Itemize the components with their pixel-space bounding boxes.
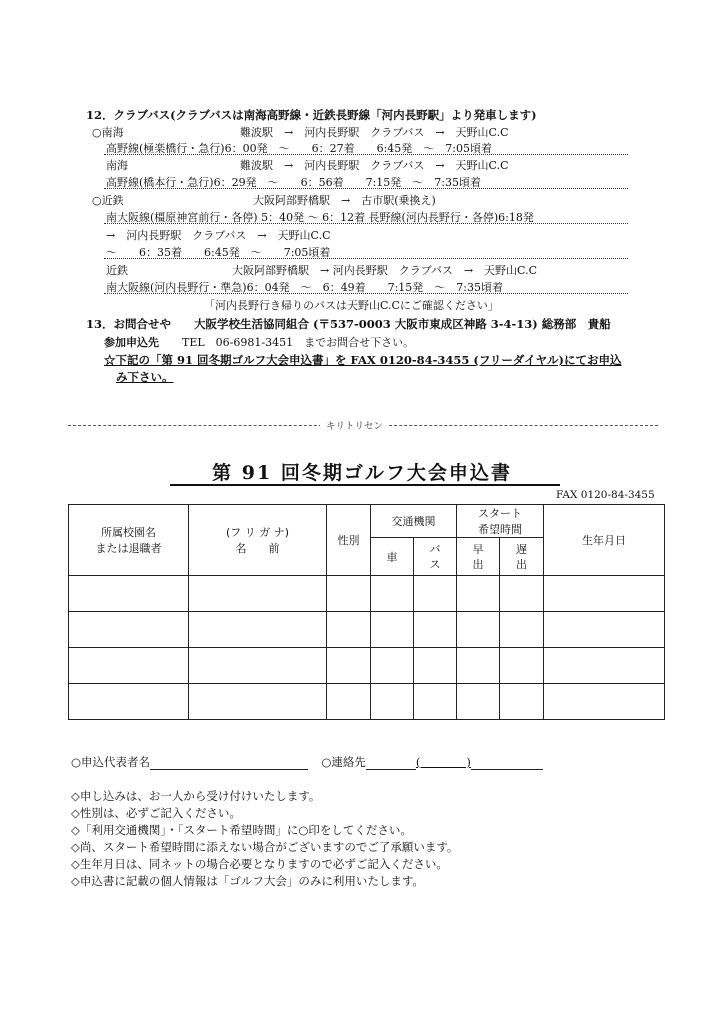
cell-name[interactable] — [189, 576, 327, 612]
form-title-underline — [170, 484, 560, 486]
times-2: 高野線(橋本行・急行)6：29発 ～ 6：56着 7:15発 ～ 7:35頃着 — [106, 176, 481, 189]
header-bus: バ ス — [414, 538, 457, 576]
table-row — [69, 576, 665, 612]
cell-gender[interactable] — [327, 576, 371, 612]
notes-list — [71, 788, 458, 890]
contact-label: 参加申込先 — [104, 336, 159, 349]
note-item: ◇「利用交通機関」・「スタート希望時間」に○印をしてください。 — [71, 823, 412, 837]
application-table — [68, 504, 665, 720]
nankai-label-2: 南海 — [106, 159, 128, 172]
cell-school[interactable] — [69, 576, 189, 612]
cell-birthdate[interactable] — [544, 684, 665, 720]
section-12-heading: 12．クラブバス(クラブバスは南海高野線・近鉄長野線「河内長野駅」より発車します) — [86, 108, 537, 122]
note-item: ◇性別は、必ずご記入ください。 — [71, 806, 241, 820]
cell-bus[interactable] — [414, 648, 457, 684]
representative-row — [71, 754, 543, 770]
cell-car[interactable] — [371, 648, 414, 684]
form-fax: FAX 0120-84-3455 — [556, 489, 655, 501]
cell-late[interactable] — [500, 684, 544, 720]
cell-late[interactable] — [500, 648, 544, 684]
contact-field-label: ○連絡先 — [321, 755, 366, 769]
cell-late[interactable] — [500, 612, 544, 648]
cell-gender[interactable] — [327, 648, 371, 684]
cell-school[interactable] — [69, 684, 189, 720]
cell-birthdate[interactable] — [544, 648, 665, 684]
times-3-cont-2: ～ 6：35着 6:45発 ～ 7:05頃着 — [106, 246, 331, 259]
rep-name-field[interactable] — [150, 757, 308, 770]
note-item: ◇申し込みは、お一人から受け付けいたします。 — [71, 789, 321, 803]
kintetsu-label-2: 近鉄 — [106, 264, 128, 277]
cell-birthdate[interactable] — [544, 612, 665, 648]
times-3-cont-1: → 河内長野駅 クラブバス → 天野山C.C — [106, 229, 331, 242]
kintetsu-label: ○近鉄 — [92, 194, 124, 207]
times-1: 高野線(極楽橋行・急行)6：00発 ～ 6：27着 6:45発 ～ 7:05頃着 — [106, 142, 492, 155]
cell-name[interactable] — [189, 684, 327, 720]
route-4: 大阪阿部野橋駅 → 河内長野駅 クラブバス → 天野山C.C — [232, 264, 537, 277]
rep-label: ○申込代表者名 — [71, 755, 151, 769]
cell-early[interactable] — [457, 612, 500, 648]
cell-gender[interactable] — [327, 612, 371, 648]
nankai-label: ○南海 — [92, 126, 124, 139]
note-item: ◇尚、スタート希望時間に添えない場合がございますのでご了承願います。 — [71, 840, 459, 854]
times-3: 南大阪線(橿原神宮前行・各停) 5：40発 ～ 6：12着 長野線(河内長野行・各停)6:18発 — [106, 211, 534, 224]
times-4: 南大阪線(河内長野行・準急)6：04発 ～ 6：49着 7:15発 ～ 7:35頃着 — [106, 281, 503, 294]
cell-car[interactable] — [371, 684, 414, 720]
contact-tel: TEL 06-6981-3451 までお問合せ下さい。 — [182, 336, 415, 349]
route-2: 難波駅 → 河内長野駅 クラブバス → 天野山C.C — [240, 159, 509, 172]
cell-car[interactable] — [371, 612, 414, 648]
header-start-time: スタート 希望時間 — [457, 505, 544, 538]
cell-school[interactable] — [69, 648, 189, 684]
cell-bus[interactable] — [414, 684, 457, 720]
cell-gender[interactable] — [327, 684, 371, 720]
header-birthdate: 生年月日 — [544, 505, 665, 576]
cell-early[interactable] — [457, 576, 500, 612]
cell-bus[interactable] — [414, 612, 457, 648]
section-13-heading: 13．お問合せや 大阪学校生活協同組合 (〒537-0003 大阪市東成区神路 3-4-13) 総務部 貴船 — [86, 317, 611, 331]
table-row — [69, 612, 665, 648]
cut-label: キリトリセン — [320, 418, 389, 432]
contact-paren: ( ) — [415, 755, 471, 769]
form-title: 第 91 回冬期ゴルフ大会申込書 — [212, 462, 512, 484]
cell-late[interactable] — [500, 576, 544, 612]
fax-instruction-cont: み下さい。 — [116, 370, 174, 384]
header-name: (フ リ ガ ナ) 名 前 — [189, 505, 327, 576]
bus-note: 「河内長野行き帰りのバスは天野山C.Cにご確認ください」 — [204, 299, 499, 312]
cell-school[interactable] — [69, 612, 189, 648]
cell-name[interactable] — [189, 612, 327, 648]
cell-bus[interactable] — [414, 576, 457, 612]
cell-name[interactable] — [189, 648, 327, 684]
route-3: 大阪阿部野橋駅 → 古市駅(乗換え) — [253, 194, 436, 207]
cell-car[interactable] — [371, 576, 414, 612]
contact-field[interactable] — [471, 757, 543, 770]
cell-early[interactable] — [457, 648, 500, 684]
header-late: 遅 出 — [500, 538, 544, 576]
note-item: ◇生年月日は、同ネットの場合必要となりますので必ずご記入ください。 — [71, 857, 448, 871]
table-row — [69, 684, 665, 720]
note-item: ◇申込書に記載の個人情報は「ゴルフ大会」のみに利用いたします。 — [71, 874, 424, 888]
header-gender: 性別 — [327, 505, 371, 576]
cell-birthdate[interactable] — [544, 576, 665, 612]
header-transport: 交通機関 — [371, 505, 457, 538]
header-early: 早 出 — [457, 538, 500, 576]
fax-instruction: ☆下記の「第 91 回冬期ゴルフ大会申込書」を FAX 0120-84-3455 (フリーダイヤル)にてお申込 — [104, 353, 622, 367]
header-car: 車 — [371, 538, 414, 576]
header-school: 所属校園名 または退職者 — [69, 505, 189, 576]
cell-early[interactable] — [457, 684, 500, 720]
route-1: 難波駅 → 河内長野駅 クラブバス → 天野山C.C — [240, 126, 509, 139]
table-row — [69, 648, 665, 684]
